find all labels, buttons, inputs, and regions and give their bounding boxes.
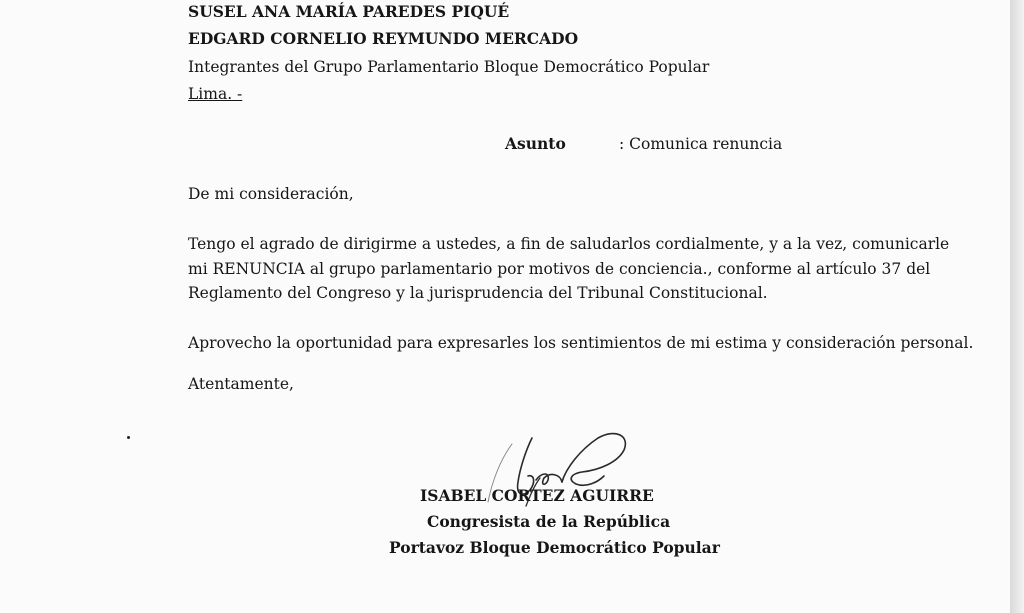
stray-mark [127, 436, 130, 439]
salutation: De mi consideración, [188, 185, 354, 203]
subject-line [505, 134, 782, 154]
paragraph-line: Reglamento del Congreso y la jurisprudencia del Tribunal Constitucional. [188, 284, 768, 302]
body-paragraph-1 [188, 232, 949, 306]
recipient-2: EDGARD CORNELIO REYMUNDO MERCADO [188, 29, 579, 48]
subject-label: Asunto [505, 134, 566, 153]
subject-value: : Comunica renuncia [619, 135, 783, 153]
recipient-group: Integrantes del Grupo Parlamentario Bloque Democrático Popular [188, 58, 710, 76]
signatory-title: Congresista de la República [427, 512, 671, 531]
page-edge [1010, 0, 1024, 613]
paragraph-line: Tengo el agrado de dirigirme a ustedes, a fin de saludarlos cordialmente, y a la vez, comunicarle [188, 235, 950, 253]
signatory-role: Portavoz Bloque Democrático Popular [389, 538, 720, 557]
signatory-name: ISABEL CORTEZ AGUIRRE [420, 486, 654, 505]
closing: Atentamente, [188, 375, 294, 393]
location: Lima. - [188, 85, 243, 103]
recipient-1: SUSEL ANA MARÍA PAREDES PIQUÉ [188, 2, 510, 21]
paragraph-line: mi RENUNCIA al grupo parlamentario por motivos de conciencia., conforme al artículo 37 del [188, 259, 931, 278]
body-paragraph-2: Aprovecho la oportunidad para expresarles los sentimientos de mi estima y consideración personal. [188, 334, 974, 352]
